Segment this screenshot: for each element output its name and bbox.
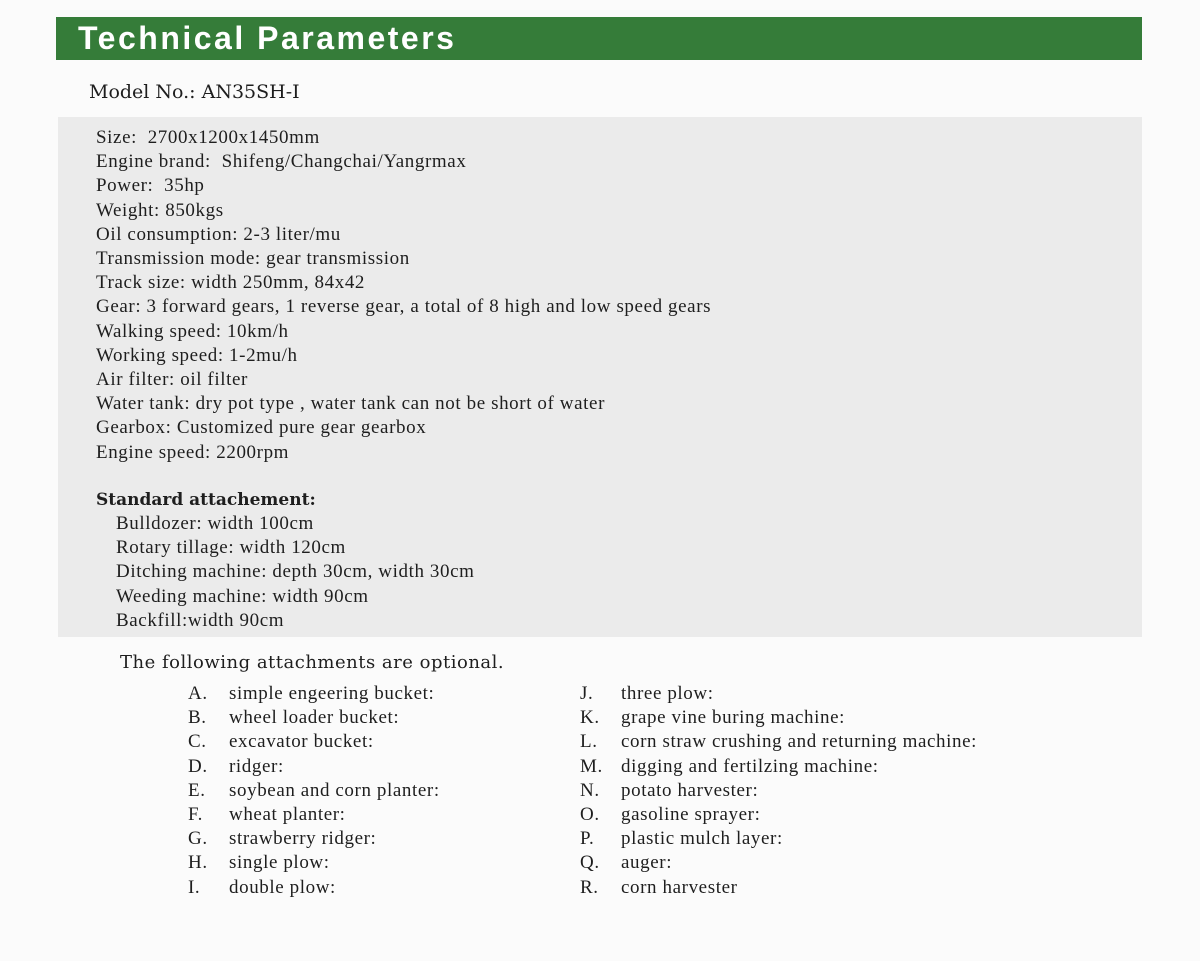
item-text: digging and fertilzing machine: [621,755,879,777]
standard-attachment-item: Ditching machine: depth 30cm, width 30cm [116,561,475,583]
optional-item [188,779,440,803]
spec-line: Engine speed: 2200rpm [96,441,290,463]
item-text: wheel loader bucket: [229,707,400,729]
item-letter: C. [188,731,207,753]
item-text: simple engeering bucket: [229,683,435,704]
spec-line: Gearbox: Customized pure gear gearbox [96,417,427,439]
item-letter: B. [188,707,207,729]
spec-line: Air filter: oil filter [96,369,248,391]
item-text: corn straw crushing and returning machine: [621,731,978,753]
item-letter: I. [188,876,201,898]
item-letter: D. [188,755,208,777]
spec-line: Working speed: 1-2mu/h [96,344,298,366]
standard-attachment-item: Rotary tillage: width 120cm [116,537,346,559]
item-letter: J. [580,683,594,704]
spec-line: Gear: 3 forward gears, 1 reverse gear, a total of 8 high and low speed gears [96,296,712,318]
optional-item [188,706,440,730]
item-text: plastic mulch layer: [621,828,783,850]
optional-item [580,730,977,754]
spec-line: Weight: 850kgs [96,199,224,221]
item-letter: Q. [580,852,600,874]
optional-item [580,706,977,730]
standard-attachment-item: Bulldozer: width 100cm [116,513,314,534]
optional-item [188,755,440,779]
item-text: three plow: [621,683,714,704]
item-letter: A. [188,683,208,704]
item-text: soybean and corn planter: [229,779,440,801]
optional-item [580,803,977,827]
spec-line: Oil consumption: 2-3 liter/mu [96,223,341,245]
item-text: corn harvester [621,876,738,898]
spec-line: Power: 35hp [96,175,205,197]
item-letter: F. [188,803,203,825]
item-letter: K. [580,707,600,729]
model-number: Model No.: AN35SH-I [89,81,300,103]
item-letter: O. [580,803,600,825]
item-text: single plow: [229,852,330,874]
optional-item [188,803,440,827]
item-letter: E. [188,779,206,801]
spec-line: Size: 2700x1200x1450mm [96,127,320,148]
item-letter: R. [580,876,599,898]
optional-list-left [188,682,440,900]
item-text: gasoline sprayer: [621,803,761,825]
spec-line: Transmission mode: gear transmission [96,248,410,270]
optional-item [580,827,977,851]
item-text: auger: [621,852,673,874]
optional-item [580,755,977,779]
item-text: grape vine buring machine: [621,707,845,729]
optional-item [580,851,977,875]
spec-line: Track size: width 250mm, 84x42 [96,272,366,294]
optional-item [188,876,440,900]
standard-attachment-list [116,512,475,633]
item-letter: H. [188,852,208,874]
standard-attachment-item: Weeding machine: width 90cm [116,585,369,607]
item-letter: L. [580,731,598,753]
optional-item [188,682,440,706]
optional-item [188,827,440,851]
item-text: strawberry ridger: [229,828,377,850]
optional-item [580,682,977,706]
optional-attachments-heading: The following attachments are optional. [120,652,505,673]
item-text: ridger: [229,755,284,777]
spec-line: Walking speed: 10km/h [96,320,289,342]
page-title: Technical Parameters [78,20,457,56]
item-text: excavator bucket: [229,731,374,753]
header-banner [56,17,1142,60]
spec-line: Water tank: dry pot type , water tank can not be short of water [96,393,605,415]
item-letter: P. [580,828,595,850]
item-text: wheat planter: [229,803,346,825]
spec-line: Engine brand: Shifeng/Changchai/Yangrmax [96,151,467,173]
standard-attachment-item: Backfill:width 90cm [116,609,285,631]
spec-list [96,126,711,465]
item-text: double plow: [229,876,336,898]
optional-list-right [580,682,977,900]
item-text: potato harvester: [621,779,759,801]
optional-item [188,730,440,754]
standard-attachment-heading: Standard attachement: [96,490,316,510]
optional-item [188,851,440,875]
item-letter: M. [580,755,603,777]
item-letter: G. [188,828,208,850]
optional-item [580,779,977,803]
item-letter: N. [580,779,600,801]
optional-item [580,876,977,900]
